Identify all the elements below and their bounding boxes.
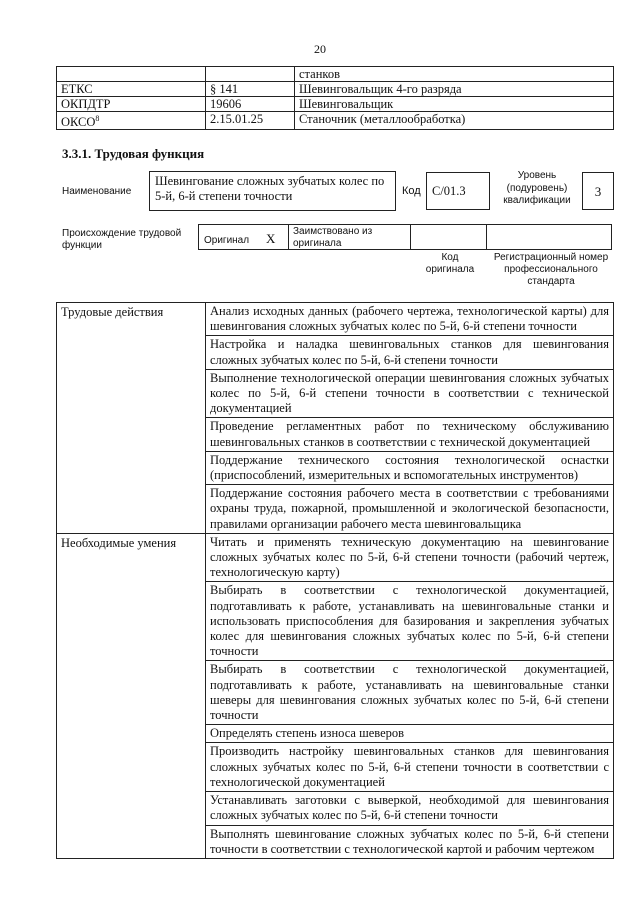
table-row [57,67,614,82]
level-label: Уровень (подуровень) квалификации [503,170,571,206]
borrowed-label: Заимствовано из оригинала [293,226,373,249]
classifier-code-text: ОКСО [61,115,96,130]
footnote-mark: 8 [95,114,100,123]
classifier-table [56,66,614,130]
classifier-code: ЕТКС [57,82,206,97]
function-code: C/01.3 [426,172,490,210]
skill-item: Читать и применять техническую документацию на шевингование сложных зубчатых колес по 5-й, 6-й степени точности (рабочий чертеж, технологическую карту) [206,533,614,582]
skills-label: Необходимые умения [57,533,206,858]
labor-action-item: Настройка и наладка шевинговальных станков для шевингования сложных зубчатых колес по 5-й, 6-й степени точности [206,336,614,369]
classifier-number: 19606 [206,97,295,112]
classifier-number [206,67,295,82]
labor-action-item: Анализ исходных данных (рабочего чертежа, технологической карты) для шевингования сложных зубчатых колес по 5-й, 6-й степени точности [206,303,614,336]
classifier-number: § 141 [206,82,295,97]
divider [486,224,487,250]
skill-item: Выбирать в соответствии с технологической документацией, подготавливать к работе, устанавливать на шевинговальные станки шеверы для шевингования сложных зубчатых колес по 5-й, 6-й степени точности [206,661,614,725]
reg-number-caption: Регистрационный номер профессионального стандарта [493,252,609,287]
page-number: 20 [314,42,326,56]
code-label: Код [402,185,421,197]
classifier-code [57,67,206,82]
skill-item: Выбирать в соответствии с технологической документацией, подготавливать к работе, устанавливать на шевинговальные станки и использовать приспособления для базирования и закрепления зубчатых колес для шевингования сложных зубчатых колес по 5-й, 6-й степени точности [206,582,614,661]
function-table [56,302,614,859]
classifier-code [57,112,206,130]
classifier-name: Шевинговальщик 4-го разряда [295,82,614,97]
code-original-caption: Код оригинала [425,252,475,275]
skill-item: Выполнять шевингование сложных зубчатых колес по 5-й, 6-й степени точности в соответствии с технологической картой и рабочим чертежом [206,825,614,858]
labor-action-item: Поддержание состояния рабочего места в соответствии с требованиями охраны труда, пожарной, промышленной и экологической безопасности, правилами организации рабочего места шевинговальщика [206,485,614,534]
level-value: 3 [582,172,614,210]
skill-item: Определять степень износа шеверов [206,725,614,743]
origin-label: Происхождение трудовой функции [62,228,182,251]
classifier-name: станков [295,67,614,82]
labor-action-item: Поддержание технического состояния технологической оснастки (приспособлений, измерительных и вспомогательных инструментов) [206,451,614,484]
labor-actions-label: Трудовые действия [57,303,206,534]
divider [410,224,411,250]
labor-action-item: Выполнение технологической операции шевингования сложных зубчатых колес по 5-й, 6-й степени точности в соответствии с технической документацией [206,369,614,418]
classifier-code: ОКПДТР [57,97,206,112]
table-row [57,82,614,97]
divider [288,224,289,250]
table-row [57,303,614,336]
labor-action-item: Проведение регламентных работ по техническому обслуживанию шевинговальных станков в соответствии с технической документацией [206,418,614,451]
original-label: Оригинал [204,235,250,246]
skill-item: Производить настройку шевинговальных станков для шевингования сложных зубчатых колес по 5-й, 6-й степени точности в соответствии с технологической документацией [206,743,614,792]
classifier-name: Шевинговальщик [295,97,614,112]
skill-item: Устанавливать заготовки с выверкой, необходимой для шевингования сложных зубчатых колес по 5-й, 6-й степени точности [206,792,614,825]
table-row [57,112,614,130]
table-row [57,533,614,582]
classifier-name: Станочник (металлообработка) [295,112,614,130]
table-row [57,97,614,112]
name-label: Наименование [62,186,132,197]
original-checkmark: X [266,231,276,246]
classifier-number: 2.15.01.25 [206,112,295,130]
function-name: Шевингование сложных зубчатых колес по 5-й, 6-й степени точности [149,171,396,211]
section-title: 3.3.1. Трудовая функция [62,146,205,161]
